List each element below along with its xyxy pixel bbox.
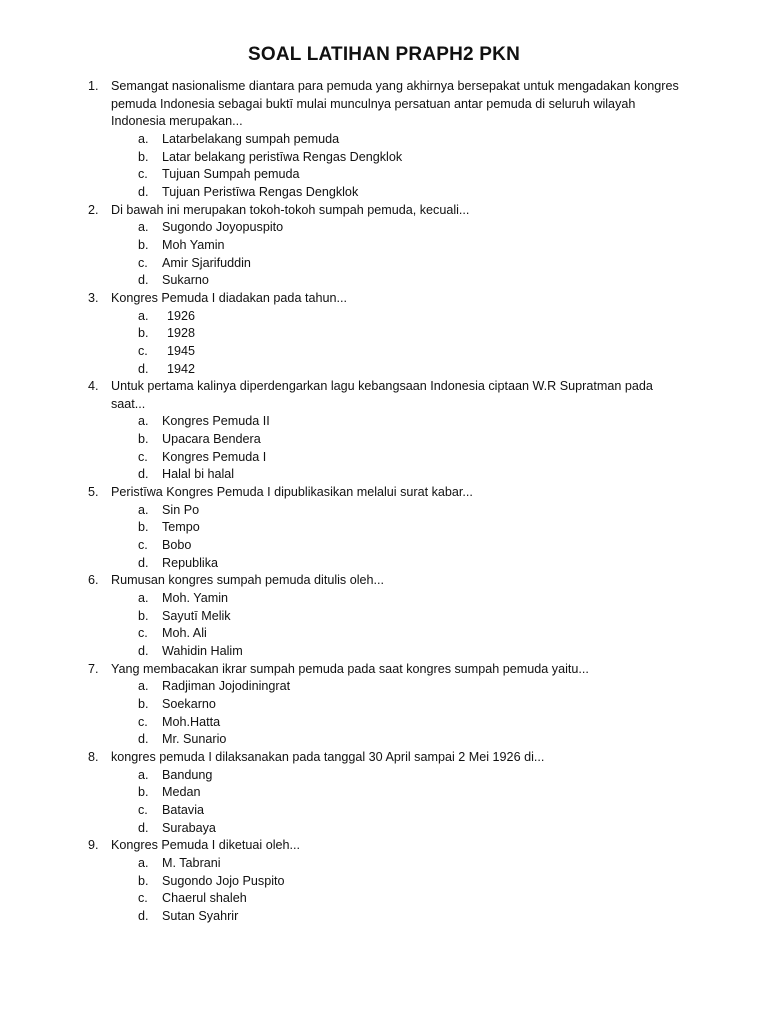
option-text: Chaerul shaleh xyxy=(162,891,247,906)
question-number: 5. xyxy=(88,485,99,500)
answer-option xyxy=(111,131,688,149)
answer-option xyxy=(111,449,688,467)
answer-options xyxy=(111,131,688,202)
option-letter: d. xyxy=(138,555,149,570)
question-number: 4. xyxy=(88,379,99,394)
answer-option xyxy=(111,502,688,520)
answer-options xyxy=(111,590,688,661)
answer-options xyxy=(111,678,688,749)
option-letter: b. xyxy=(138,237,149,252)
option-text: Latarbelakang sumpah pemuda xyxy=(162,131,340,146)
question-item xyxy=(88,572,688,660)
option-text: M. Tabrani xyxy=(162,855,221,870)
answer-options xyxy=(111,219,688,290)
answer-options xyxy=(111,308,688,379)
option-text: Moh. Ali xyxy=(162,626,207,641)
question-text: Peristīwa Kongres Pemuda I dipublikasikan melalui surat kabar... xyxy=(111,485,473,500)
option-text: Republika xyxy=(162,555,219,570)
option-letter: a. xyxy=(138,502,149,517)
answer-option xyxy=(111,625,688,643)
question-number: 2. xyxy=(88,202,99,217)
option-letter: b. xyxy=(138,149,149,164)
answer-option xyxy=(111,608,688,626)
option-text: Moh. Yamin xyxy=(162,591,229,606)
option-letter: c. xyxy=(138,714,148,729)
answer-option xyxy=(111,890,688,908)
answer-option xyxy=(111,802,688,820)
option-letter: c. xyxy=(138,891,148,906)
option-letter: d. xyxy=(138,908,149,923)
question-number: 6. xyxy=(88,573,99,588)
option-letter: b. xyxy=(138,785,149,800)
question-number: 1. xyxy=(88,79,99,93)
answer-option xyxy=(111,908,688,926)
option-text: Halal bi halal xyxy=(162,467,235,482)
question-text: Di bawah ini merupakan tokoh-tokoh sumpah pemuda, kecuali... xyxy=(111,202,470,217)
option-text: Batavia xyxy=(162,802,205,817)
question-list xyxy=(88,78,688,926)
option-letter: d. xyxy=(138,732,149,747)
option-letter: a. xyxy=(138,679,149,694)
question-text: Yang membacakan ikrar sumpah pemuda pada saat kongres sumpah pemuda yaitu... xyxy=(111,661,589,676)
option-text: Medan xyxy=(162,785,201,800)
option-text: Bobo xyxy=(162,538,192,553)
option-text: Moh.Hatta xyxy=(162,714,221,729)
answer-option xyxy=(111,272,688,290)
question-item xyxy=(88,837,688,925)
answer-option xyxy=(111,255,688,273)
option-letter: a. xyxy=(138,414,149,429)
option-letter: b. xyxy=(138,520,149,535)
answer-option xyxy=(111,731,688,749)
answer-options xyxy=(111,413,688,484)
option-letter: c. xyxy=(138,538,148,553)
option-text: Sugondo Jojo Puspito xyxy=(162,873,285,888)
answer-option xyxy=(111,767,688,785)
option-letter: b. xyxy=(138,432,149,447)
option-text: Sutan Syahrir xyxy=(162,908,239,923)
answer-option xyxy=(111,714,688,732)
option-text: Surabaya xyxy=(162,820,216,835)
option-letter: d. xyxy=(138,644,149,658)
question-number: 7. xyxy=(88,661,99,676)
option-letter: a. xyxy=(138,855,149,870)
answer-option xyxy=(111,590,688,608)
question-item xyxy=(88,484,688,572)
question-item xyxy=(88,290,688,378)
answer-option xyxy=(111,184,688,202)
question-item xyxy=(88,78,688,202)
answer-option xyxy=(111,166,688,184)
option-text: Tempo xyxy=(162,520,200,535)
option-letter: a. xyxy=(138,591,149,606)
option-letter: b. xyxy=(138,873,149,888)
answer-option xyxy=(111,537,688,555)
option-text: Soekarno xyxy=(162,696,216,711)
option-letter: b. xyxy=(138,608,149,623)
option-text: Latar belakang peristīwa Rengas Dengklok xyxy=(162,149,403,164)
answer-option xyxy=(111,873,688,891)
option-letter: c. xyxy=(138,626,148,641)
page-title: SOAL LATIHAN PRAPH2 PKN xyxy=(247,44,521,65)
answer-options xyxy=(111,502,688,573)
answer-option xyxy=(111,696,688,714)
option-letter: a. xyxy=(138,767,149,782)
answer-option xyxy=(111,431,688,449)
answer-option xyxy=(111,466,688,484)
question-number: 9. xyxy=(88,838,99,853)
option-letter: d. xyxy=(138,361,149,376)
option-text: Moh Yamin xyxy=(162,237,225,252)
option-letter: c. xyxy=(138,255,148,270)
answer-option xyxy=(111,678,688,696)
question-item xyxy=(88,378,688,484)
question-item xyxy=(88,202,688,290)
option-letter: c. xyxy=(138,343,148,358)
option-text: Radjiman Jojodiningrat xyxy=(162,679,291,694)
option-letter: c. xyxy=(138,449,148,464)
question-text: Semangat nasionalisme diantara para pemuda yang akhirnya bersepakat untuk mengadakan kongres pemuda Indonesia sebagai buktī mulai munculnya persatuan antar pemuda di seluruh wilayah Indonesia merupakan... xyxy=(111,79,679,129)
question-text: kongres pemuda I dilaksanakan pada tanggal 30 April sampai 2 Mei 1926 di... xyxy=(111,749,545,764)
answer-option xyxy=(111,237,688,255)
answer-option xyxy=(111,555,688,573)
option-letter: c. xyxy=(138,802,148,817)
question-number: 8. xyxy=(88,749,99,764)
option-text: Tujuan Peristīwa Rengas Dengklok xyxy=(162,184,359,199)
answer-option xyxy=(111,361,688,379)
answer-option xyxy=(111,413,688,431)
question-number: 3. xyxy=(88,290,99,305)
answer-option xyxy=(111,820,688,838)
answer-option xyxy=(111,149,688,167)
answer-option xyxy=(111,308,688,326)
question-text: Rumusan kongres sumpah pemuda ditulis oleh... xyxy=(111,573,385,588)
option-text: Amir Sjarifuddin xyxy=(162,255,251,270)
option-text: Wahidin Halim xyxy=(162,644,243,658)
option-text: Sin Po xyxy=(162,502,200,517)
option-text: 1942 xyxy=(167,361,196,376)
option-letter: a. xyxy=(138,131,149,146)
answer-options xyxy=(111,767,688,838)
option-letter: b. xyxy=(138,326,149,341)
option-text: 1928 xyxy=(167,326,196,341)
answer-option xyxy=(111,519,688,537)
question-text: Untuk pertama kalinya diperdengarkan lagu kebangsaan Indonesia ciptaan W.R Supratman pada saat... xyxy=(111,379,653,411)
option-text: 1945 xyxy=(167,343,196,358)
option-letter: c. xyxy=(138,167,148,182)
option-text: Tujuan Sumpah pemuda xyxy=(162,167,300,182)
option-text: Sukarno xyxy=(162,273,209,288)
answer-option xyxy=(111,325,688,343)
option-text: Bandung xyxy=(162,767,213,782)
option-text: Mr. Sunario xyxy=(162,732,227,747)
answer-option xyxy=(111,219,688,237)
answer-options xyxy=(111,855,688,926)
question-text: Kongres Pemuda I diketuai oleh... xyxy=(111,838,301,853)
option-letter: d. xyxy=(138,273,149,288)
option-text: Kongres Pemuda II xyxy=(162,414,270,429)
question-text: Kongres Pemuda I diadakan pada tahun... xyxy=(111,290,347,305)
option-letter: a. xyxy=(138,220,149,235)
option-text: Kongres Pemuda I xyxy=(162,449,267,464)
option-letter: d. xyxy=(138,184,149,199)
option-letter: d. xyxy=(138,820,149,835)
option-text: Sugondo Joyopuspito xyxy=(162,220,284,235)
option-text: 1926 xyxy=(167,308,196,323)
option-letter: a. xyxy=(138,308,149,323)
question-item xyxy=(88,749,688,837)
option-letter: b. xyxy=(138,696,149,711)
answer-option xyxy=(111,643,688,661)
answer-option xyxy=(111,784,688,802)
answer-option xyxy=(111,343,688,361)
option-text: Sayutī Melik xyxy=(162,608,231,623)
option-letter: d. xyxy=(138,467,149,482)
answer-option xyxy=(111,855,688,873)
question-item xyxy=(88,661,688,749)
option-text: Upacara Bendera xyxy=(162,432,261,447)
